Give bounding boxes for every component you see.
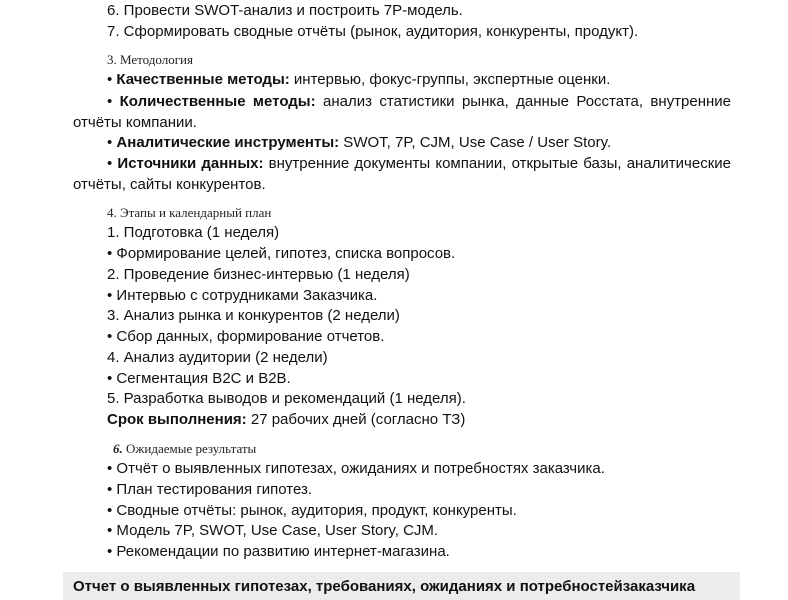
results-heading: [113, 440, 256, 458]
goal-item-7: 7. Сформировать сводные отчёты (рынок, аудитория, конкуренты, продукт).: [107, 23, 639, 40]
sources-text-b: отчёты, сайты конкурентов.: [73, 176, 266, 193]
tools-text: SWOT, 7P, CJM, Use Case / User Story.: [339, 134, 612, 151]
results-heading-text: Ожидаемые результаты: [122, 441, 257, 456]
plan-line: 3. Анализ рынка и конкурентов (2 недели): [107, 307, 400, 324]
goal-item-6: 6. Провести SWOT-анализ и построить 7P-модель.: [107, 2, 463, 19]
methodology-heading: 3. Методология: [107, 52, 193, 67]
sources-text-a: внутренние документы компании, открытые базы, аналитические: [263, 155, 731, 172]
plan-line: • Формирование целей, гипотез, списка вопросов.: [107, 245, 456, 262]
methodology-sources: • Источники данных: внутренние документы компании, открытые базы, аналитические отчёты, сайты конкурентов.: [73, 155, 731, 193]
results-item: • Модель 7P, SWOT, Use Case, User Story, CJM.: [107, 522, 439, 539]
qualitative-text: интервью, фокус-группы, экспертные оценки.: [289, 71, 611, 88]
methodology-qualitative: • Качественные методы: интервью, фокус-группы, экспертные оценки.: [107, 71, 611, 88]
results-item: • Рекомендации по развитию интернет-магазина.: [107, 543, 450, 560]
sources-label: Источники данных:: [117, 155, 264, 172]
methodology-quantitative: • Количественные методы: анализ статистики рынка, данные Росстата, внутренние отчёты компании.: [73, 93, 731, 131]
results-item: • Отчёт о выявленных гипотезах, ожиданиях и потребностях заказчика.: [107, 460, 605, 477]
methodology-tools: • Аналитические инструменты: SWOT, 7P, CJM, Use Case / User Story.: [107, 134, 612, 151]
quantitative-label: Количественные методы:: [119, 93, 316, 110]
plan-line: 4. Анализ аудитории (2 недели): [107, 349, 328, 366]
plan-line: • Сбор данных, формирование отчетов.: [107, 328, 385, 345]
deadline-label: Срок выполнения:: [107, 411, 247, 428]
quantitative-text-a: анализ статистики рынка, данные Росстата, внутренние: [315, 93, 731, 110]
plan-heading: 4. Этапы и календарный план: [107, 205, 272, 220]
results-item: • План тестирования гипотез.: [107, 481, 313, 498]
results-item: • Сводные отчёты: рынок, аудитория, продукт, конкуренты.: [107, 502, 517, 519]
plan-line: 1. Подготовка (1 неделя): [107, 224, 280, 241]
plan-line: • Сегментация B2C и B2B.: [107, 370, 291, 387]
plan-line: • Интервью с сотрудниками Заказчика.: [107, 287, 378, 304]
quantitative-text-b: отчёты компании.: [73, 114, 197, 131]
tools-label: Аналитические инструменты:: [116, 134, 340, 151]
plan-line: 5. Разработка выводов и рекомендаций (1 неделя).: [107, 390, 466, 407]
plan-line: 2. Проведение бизнес-интервью (1 неделя): [107, 266, 410, 283]
section-title: Отчет о выявленных гипотезах, требованиях, ожиданиях и потребностейзаказчика: [73, 578, 696, 595]
deadline-text: 27 рабочих дней (согласно ТЗ): [246, 411, 466, 428]
results-heading-num: 6.: [113, 441, 123, 456]
plan-deadline: [107, 410, 465, 430]
qualitative-label: Качественные методы:: [116, 71, 290, 88]
